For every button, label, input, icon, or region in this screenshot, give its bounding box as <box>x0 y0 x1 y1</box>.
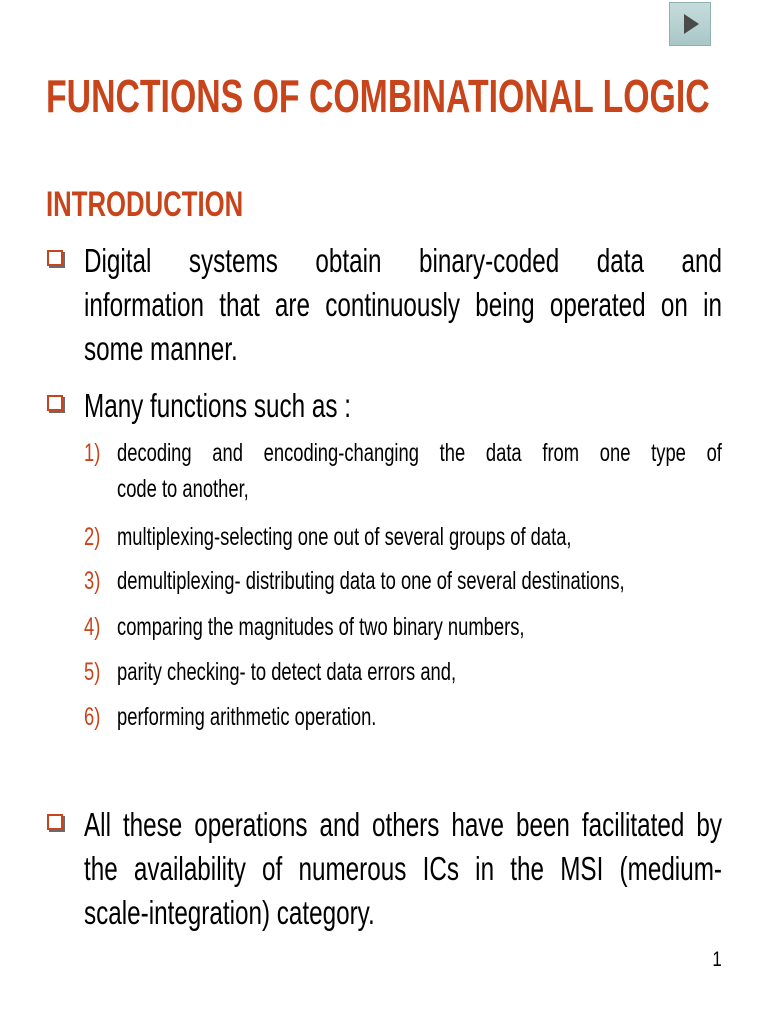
bullet-2-line-1: Many functions such as : <box>84 387 351 424</box>
list-item-number: 5) <box>84 658 101 686</box>
list-item-number: 2) <box>84 523 101 551</box>
bullet-box-icon <box>47 395 63 411</box>
list-item-line: code to another, <box>117 475 249 503</box>
list-item-line: demultiplexing- distributing data to one of several destinations, <box>117 567 625 595</box>
page-number: 1 <box>712 948 722 971</box>
section-heading-text: INTRODUCTION <box>46 185 244 224</box>
bullet-1-line-3: some manner. <box>84 330 238 367</box>
bullet-1-line-2: information that are continuously being operated on in <box>84 286 722 323</box>
bullet-box-icon <box>47 250 63 266</box>
list-item-line: parity checking- to detect data errors and, <box>117 658 457 686</box>
bullet-3-line-3: scale-integration) category. <box>84 894 375 931</box>
list-item-line: decoding and encoding-changing the data from one type of <box>117 439 722 467</box>
list-item-line: comparing the magnitudes of two binary numbers, <box>117 613 525 641</box>
section-heading <box>46 180 314 230</box>
list-item-line: performing arithmetic operation. <box>117 703 377 731</box>
bullet-box-icon <box>47 814 63 830</box>
next-slide-button[interactable] <box>669 2 711 46</box>
list-item-number: 4) <box>84 613 101 641</box>
bullet-3-line-1: All these operations and others have been facilitated by <box>84 806 722 843</box>
slide-title-text: FUNCTIONS OF COMBINATIONAL LOGIC <box>46 70 710 122</box>
slide-title <box>46 64 736 128</box>
list-item-line: multiplexing-selecting one out of several groups of data, <box>117 523 572 551</box>
play-arrow-icon <box>670 3 710 45</box>
list-item-number: 6) <box>84 703 101 731</box>
list-item-number: 3) <box>84 567 101 595</box>
bullet-1-line-1: Digital systems obtain binary-coded data and <box>84 242 722 279</box>
bullet-3-line-2: the availability of numerous ICs in the MSI (medium- <box>84 850 722 887</box>
list-item-number: 1) <box>84 439 101 467</box>
